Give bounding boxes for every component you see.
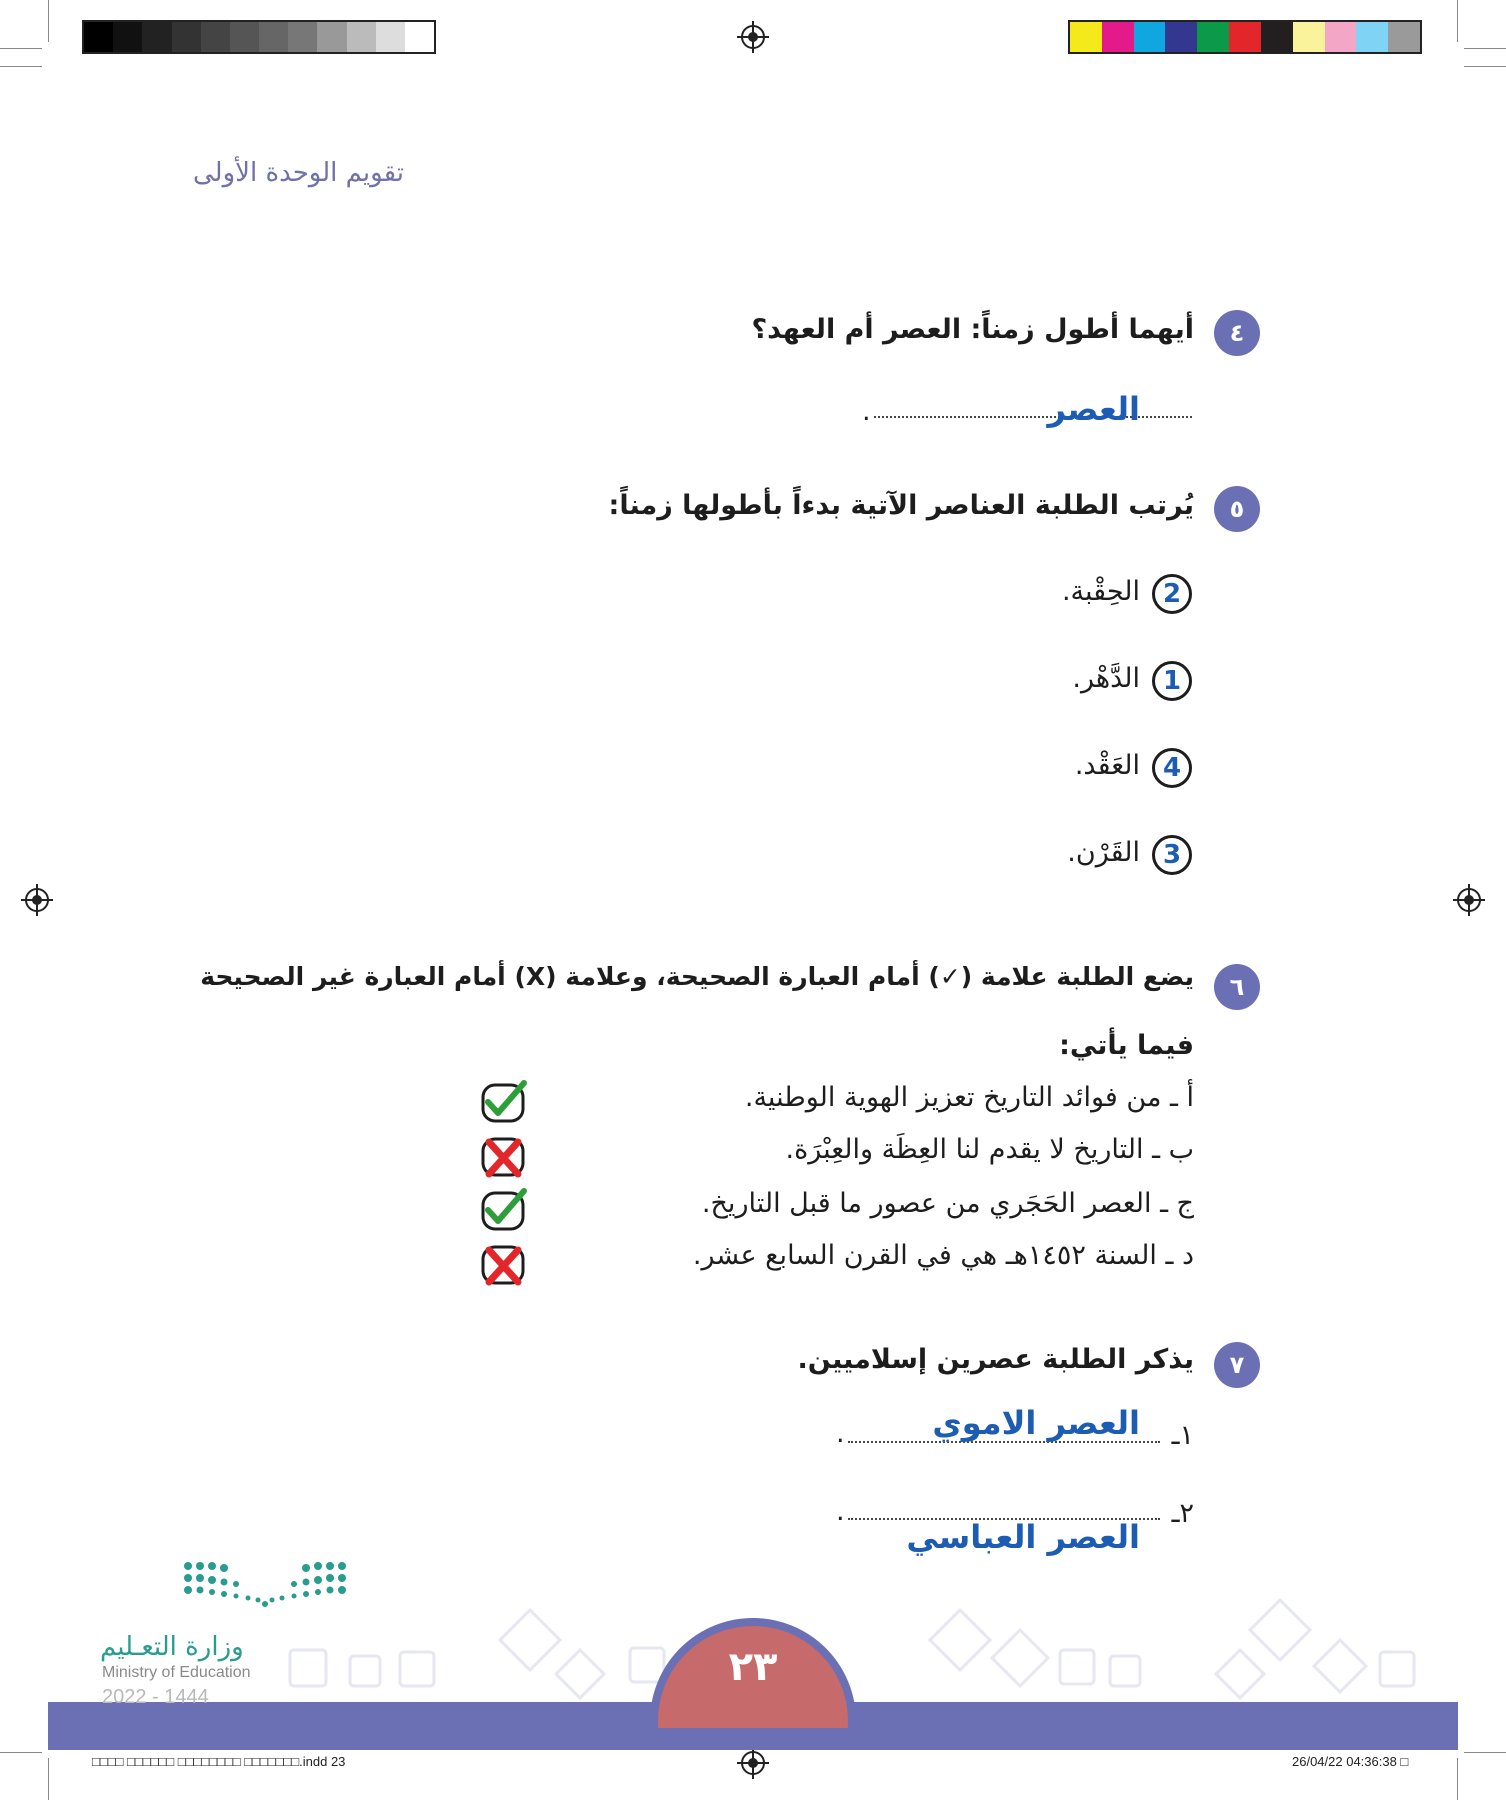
color-calibration-bar <box>1068 20 1422 54</box>
list-item: العَقْد. <box>1074 750 1140 781</box>
page-number: ٢٣ <box>728 1644 778 1690</box>
registration-mark-icon <box>741 1751 765 1775</box>
ministry-logo-icon <box>180 1558 350 1614</box>
check-icon <box>480 1188 528 1232</box>
statement: أ ـ من فوائد التاريخ تعزيز الهوية الوطنية. <box>744 1082 1194 1113</box>
edition-year: 2022 - 1444 <box>102 1686 209 1708</box>
rank-circle: 4 <box>1152 748 1192 788</box>
gray-calibration-bar <box>82 20 436 54</box>
list-item: القَرْن. <box>1067 837 1140 868</box>
unit-title: تقويم الوحدة الأولى <box>192 158 404 188</box>
question-6-badge: ٦ <box>1214 964 1260 1010</box>
file-slug: □□□□ □□□□□□ □□□□□□□□ □□□□□□□.indd 23 <box>92 1754 346 1769</box>
question-7-badge: ٧ <box>1214 1342 1260 1388</box>
question-5-text: يُرتب الطلبة العناصر الآتية بدءاً بأطولها زمناً: <box>608 490 1194 521</box>
answer-line <box>874 416 1192 418</box>
rank-circle: 1 <box>1152 661 1192 701</box>
crop-mark <box>1464 66 1506 67</box>
check-icon <box>480 1080 528 1124</box>
crop-mark <box>0 1752 42 1753</box>
registration-mark-icon <box>25 888 49 912</box>
registration-mark-icon <box>741 25 765 49</box>
question-7-answer-2: العصر العباسي <box>906 1518 1140 1556</box>
ministry-name-ar: وزارة التعـليم <box>100 1632 244 1662</box>
question-5-badge: ٥ <box>1214 486 1260 532</box>
question-7-answer-1: العصر الاموي <box>932 1404 1140 1442</box>
list-item: الحِقْبة. <box>1061 576 1140 607</box>
question-4-text: أيهما أطول زمناً: العصر أم العهد؟ <box>751 314 1194 345</box>
crop-mark <box>48 1758 49 1800</box>
registration-mark-icon <box>1457 888 1481 912</box>
crop-mark <box>1464 48 1506 49</box>
question-6-text: يضع الطلبة علامة (✓) أمام العبارة الصحيحة، وعلامة (X) أمام العبارة غير الصحيحة <box>200 962 1194 991</box>
cross-icon <box>480 1134 528 1178</box>
answer-line-label: ١ـ <box>1171 1420 1194 1451</box>
answer-period: . <box>836 1418 845 1449</box>
statement: د ـ السنة ١٤٥٢هـ هي في القرن السابع عشر. <box>692 1240 1194 1271</box>
question-4-answer: العصر <box>1047 390 1140 428</box>
list-item: الدَّهْر. <box>1072 663 1140 694</box>
print-timestamp: 26/04/22 04:36:38 □ <box>1292 1754 1409 1769</box>
question-4-badge: ٤ <box>1214 310 1260 356</box>
crop-mark <box>1464 1752 1506 1753</box>
question-6-text-cont: فيما يأتي: <box>1059 1030 1194 1061</box>
crop-mark <box>1457 0 1458 42</box>
rank-circle: 3 <box>1152 835 1192 875</box>
question-7-text: يذكر الطلبة عصرين إسلاميين. <box>797 1344 1194 1375</box>
rank-circle: 2 <box>1152 574 1192 614</box>
crop-mark <box>1457 1758 1458 1800</box>
crop-mark <box>0 66 42 67</box>
cross-icon <box>480 1242 528 1286</box>
statement: ب ـ التاريخ لا يقدم لنا العِظَة والعِبْرَة. <box>785 1134 1194 1165</box>
ministry-name-en: Ministry of Education <box>102 1664 251 1681</box>
crop-mark <box>48 0 49 42</box>
answer-line-label: ٢ـ <box>1171 1498 1194 1529</box>
crop-mark <box>0 48 42 49</box>
statement: ج ـ العصر الحَجَري من عصور ما قبل التاريخ. <box>701 1188 1194 1219</box>
answer-period: . <box>862 396 871 427</box>
answer-period: . <box>836 1496 845 1527</box>
